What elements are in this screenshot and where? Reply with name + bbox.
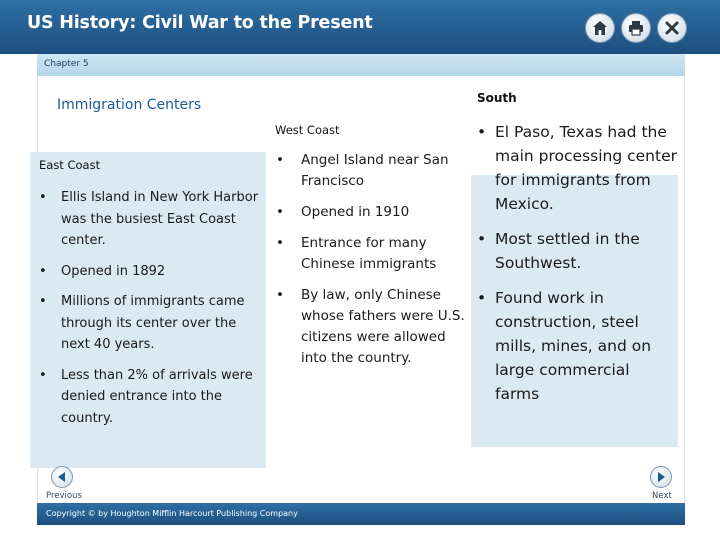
previous-button[interactable] — [51, 466, 73, 488]
list-item: • El Paso, Texas had the main processing center for immigrants from Mexico. — [477, 123, 677, 213]
list-item-text: Opened in 1910 — [301, 204, 410, 220]
list-item: • Opened in 1892 — [39, 263, 166, 279]
list-item-text: By law, only Chinese whose fathers were U.S. citizens were allowed into the country. — [301, 287, 465, 366]
list-item-text: Millions of immigrants came through its center over the next 40 years. — [61, 294, 245, 352]
east-coast-heading: East Coast — [39, 158, 101, 172]
home-button[interactable] — [585, 13, 615, 43]
previous-label[interactable]: Previous — [46, 491, 82, 501]
list-item-text: Most settled in the Southwest. — [495, 230, 640, 272]
list-item: • Angel Island near San Francisco — [276, 152, 449, 189]
list-item: • Millions of immigrants came through its center over the next 40 years. — [39, 294, 245, 352]
print-icon — [627, 19, 645, 37]
title-bar — [0, 0, 720, 54]
west-coast-heading: West Coast — [275, 123, 340, 137]
list-item: • Less than 2% of arrivals were denied entrance into the country. — [39, 367, 253, 426]
close-button[interactable] — [657, 13, 687, 43]
list-item-text: Opened in 1892 — [61, 263, 166, 279]
south-heading: South — [477, 91, 517, 105]
chapter-strip — [37, 54, 685, 76]
next-label[interactable]: Next — [652, 491, 672, 501]
list-item: • Opened in 1910 — [276, 204, 410, 220]
list-item-text: Found work in construction, steel mills, mines, and on large commercial farms — [495, 289, 652, 403]
copyright-text: Copyright © by Houghton Mifflin Harcourt Publishing Company — [46, 509, 298, 518]
arrow-left-icon — [56, 471, 68, 483]
south-list — [477, 120, 677, 417]
next-button[interactable] — [650, 466, 672, 488]
list-item: • Most settled in the Southwest. — [477, 230, 640, 272]
list-item-text: Ellis Island in New York Harbor was the busiest East Coast center. — [61, 190, 259, 248]
footer-bar — [37, 503, 685, 525]
print-button[interactable] — [621, 13, 651, 43]
arrow-right-icon — [655, 471, 667, 483]
west-coast-list — [276, 150, 466, 379]
list-item: • By law, only Chinese whose fathers were U.S. citizens were allowed into the country. — [276, 287, 465, 366]
list-item-text: Entrance for many Chinese immigrants — [301, 235, 437, 272]
close-icon — [663, 19, 681, 37]
section-title: Immigration Centers — [57, 97, 202, 113]
list-item-text: El Paso, Texas had the main processing center for immigrants from Mexico. — [495, 123, 677, 213]
app-title: US History: Civil War to the Present — [27, 13, 373, 33]
home-icon — [591, 19, 609, 37]
list-item: • Ellis Island in New York Harbor was the busiest East Coast center. — [39, 190, 259, 248]
list-item-text: Angel Island near San Francisco — [301, 152, 449, 189]
east-coast-list — [39, 187, 264, 438]
chapter-label: Chapter 5 — [44, 59, 89, 69]
list-item: • Entrance for many Chinese immigrants — [276, 235, 437, 272]
list-item: • Found work in construction, steel mills, mines, and on large commercial farms — [477, 289, 652, 403]
list-item-text: Less than 2% of arrivals were denied entrance into the country. — [61, 367, 253, 426]
